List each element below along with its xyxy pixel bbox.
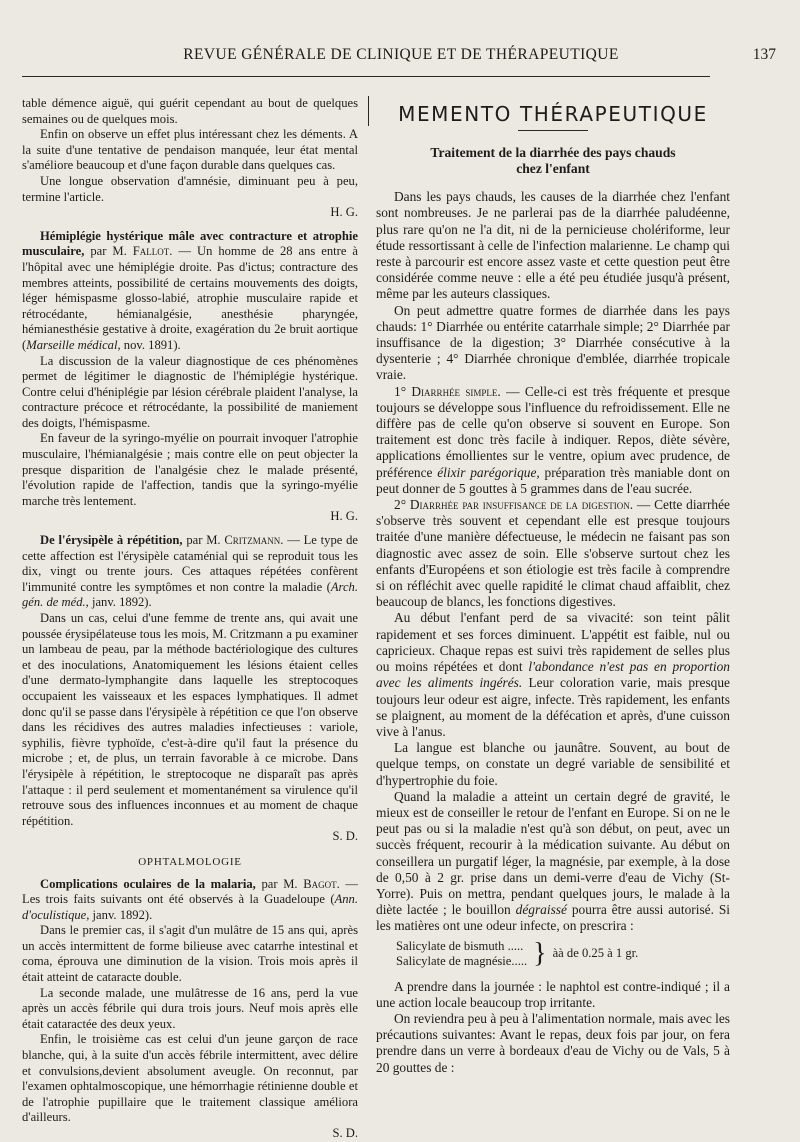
paragraph: Enfin on observe un effet plus intéressant chez les déments. A la suite d'une tentative de pendaison manquée, leur état mental s'améliore beaucoup et d'une façon durable dans quelques cas.: [22, 127, 358, 173]
paragraph: 2° Diarrhée par insuffisance de la digestion. — Cette diarrhée s'observe très souvent et cependant elle est presque toujours traitée d'une manière défectueuse, le médecin ne faisant pas son diagnostic avec assez de soin. Elle s'observe surtout chez les enfants d'Européens et son étiologie est très facile à comprendre si on réfléchit avec quelle rapidité le climat chaud affaiblit, chez beaucoup de blancs, les fonctions digestives.: [376, 497, 730, 610]
paragraph: Au début l'enfant perd de sa vivacité: son teint pâlit rapidement et ses forces diminuent. L'appétit est faible, nul ou capricieux. Chaque repas est suivi très rapidement de selles plus ou moins répétées et dont l'abondance n'est pas en proportion avec les aliments ingérés. Leur coloration varie, mais presque toujours leur odeur est aigre, infecte. Très rapidement, les enfants se plaignent, au moment de la défécation et après, d'une cuisson vive à l'anus.: [376, 610, 730, 739]
author-initials: H. G.: [330, 205, 358, 220]
paragraph: Quand la maladie a atteint un certain degré de gravité, le mieux est de conseiller le retour de l'enfant en Europe. Si on ne le peut pas ou si la maladie n'est qu'à son début, on peut, avec un succès fréquent, recourir à la médication suivante. Au début on conseillera un purgatif léger, la magnésie, par exemple, à la dose de 0,50 à 2 gr. prise dans un demi-verre d'eau de Vichy (St-Yorre). Puis on mettra, pendant quelques jours, le malade à la diète lactée ; le bouillon dégraissé pourra être aussi autorisé. Si les matières ont une odeur infecte, on prescrira :: [376, 788, 731, 934]
memento-heading: MEMENTO THÉRAPEUTIQUE: [398, 102, 708, 126]
header-rule: [22, 76, 710, 77]
drug-line: Salicylate de magnésie.....: [396, 953, 528, 968]
dose: àà de 0.25 à 1 gr.: [552, 946, 639, 961]
article-erysipele: De l'érysipèle à répétition, par M. Critzmann. — Le type de cette affection est l'érysipèle cataménial qui se reproduit tous les dix, vingt ou trente jours. Ces attaques répétées confèrent l'immunité contre les symptômes et non contre la maladie (Arch. gén. de méd., janv. 1892).: [22, 533, 359, 610]
subsection-label: 1° Diarrhée simple.: [394, 383, 501, 399]
page-number: 137: [752, 46, 776, 63]
paragraph: Enfin, le troisième cas est celui d'un jeune garçon de race blanche, qui, à la suite d'un accès fébrile intermittent, avec délire et convulsions,devient absolument aveugle. On reconnut, par l'examen ophtalmoscopique, une hémorrhagie rétinienne double et de l'atrophie pupillaire que le traitement classique améliora d'ailleurs.: [22, 1032, 358, 1125]
running-header: [20, 44, 782, 70]
article-title: De l'érysipèle à répétition,: [40, 533, 183, 548]
paragraph: Dans le premier cas, il s'agit d'un mulâtre de 15 ans qui, après un accès intermittent de forme bilieuse avec catarrhe intestinal et coma, éprouva une diminution de la vision. Trois mois après il était atteint de cataracte double.: [22, 923, 358, 985]
paragraph: La langue est blanche ou jaunâtre. Souvent, au bout de quelque temps, on constate un degré variable de sensibilité et d'hypertrophie du foie.: [376, 740, 730, 788]
article-title: Hémiplégie hystérique mâle avec contracture et atrophie musculaire,: [22, 228, 358, 259]
paragraph: La seconde malade, une mulâtresse de 16 ans, perd la vue après un accès fébrile qui dura trois jours. Neuf mois après elle était cataractée des deux yeux.: [22, 985, 358, 1031]
paragraph: La discussion de la valeur diagnostique de ces phénomènes permet de légitimer le diagnostic de l'hémiplégie hystérique. Contre celui d'héniplégie par lésion cérébrale plaident l'analyse, la contracture précoce et rétrocédante, la possibilité de maniement des doigts, l'hémispasme.: [22, 353, 358, 430]
paragraph: En faveur de la syringo-myélie on pourrait invoquer l'atrophie musculaire, l'hémianalgésie ; mais contre elle on peut objecter la presque disparition de l'analgésie chez le malade présenté, l'évolution rapide de l'affection, tandis que la syringo-myélie marche très lentement.: [22, 431, 358, 508]
paragraph: table démence aiguë, qui guérit cependant au bout de quelques semaines ou de quelques mois.: [22, 96, 358, 126]
drug-line: Salicylate de bismuth .....: [396, 938, 524, 953]
author-name: Bagot.: [303, 876, 340, 891]
source: Marseille médical,: [26, 337, 121, 352]
paragraph: On peut admettre quatre formes de diarrhée dans les pays chauds: 1° Diarrhée ou entérite catarrhale simple; 2° Diarrhée par insuffisance de la digestion; 3° Diarrhée consécutive à la dysenterie ; 4° Diarrhée chronique d'emblée, diarrhée tropicale vraie.: [376, 302, 730, 383]
author-name: Fallot.: [132, 244, 173, 259]
column-divider: [368, 96, 369, 126]
paragraph: Une longue observation d'amnésie, diminuant peu à peu, termine l'article.: [22, 173, 358, 204]
paragraph: 1° Diarrhée simple. — Celle-ci est très fréquente et presque toujours se développe sous l'influence du refroidissement. Elle ne diffère pas de celle qu'on observe si souvent en Europe. Son traitement est donc très facile à indiquer. Repos, diète sévère, applications émollientes sur le ventre, opium avec prudence, de préférence élixir parégorique, préparation très maniable dont on peut donner de 5 gouttes à 5 grammes dans de l'eau sucrée.: [376, 383, 730, 496]
author-name: Critzmann.: [224, 533, 284, 548]
brace: }: [533, 937, 547, 969]
article-subtitle: Traitement de la diarrhée des pays chauds chez l'enfant: [430, 145, 676, 177]
author-initials: S. D.: [332, 829, 358, 844]
prescription: [396, 939, 730, 969]
author-initials: S. D.: [332, 1126, 358, 1140]
article-hemiplegie: Hémiplégie hystérique mâle avec contracture et atrophie musculaire, par M. Fallot. — Un homme de 28 ans entre à l'hôpital avec une hémiplégie droite. Pas d'ictus; contracture des membres atteints, possibilité de certains mouvements des doigts, léger hémispasme glosso-labié, atrophie musculaire rapide et rétrocédante, hémianalgésie, anesthésie pharyngée, hémianesthésie gestative à droite, exagération du 2e bruit aortique (Marseille médical, nov. 1891).: [22, 228, 359, 352]
article-malaria: Complications oculaires de la malaria, par M. Bagot. — Les trois faits suivants ont été observés à la Guadeloupe (Ann. d'oculistique, janv. 1892).: [22, 876, 358, 922]
paragraph: Dans les pays chauds, les causes de la diarrhée chez l'enfant sont nombreuses. Je ne parlerai pas de la diarrhée paludéenne, plus rare qu'on ne l'a dit, ni de la pernicieuse cholériforme, leur étude ressortissant à celle de l'infection malarienne. Le champ qui reste à parcourir est encore assez vaste et cette question peut être considérée comme neuve : elle a été peu étudiée jusqu'à présent, même par les auteurs classiques.: [376, 189, 730, 302]
paragraph: Dans un cas, celui d'une femme de trente ans, qui avait une poussée érysipélateuse tous les mois, M. Critzmann a pu examiner un lambeau de peau, par la méthode bactériologique des cultures et des inoculations, Anatomiquement les lésions étaient celles d'une dermato-lymphangite dans laquelle les streptocoques occupaient les vaisseaux et les espaces lymphatiques. Il admet donc qu'il se passe dans l'érysipèle à répétition ce que l'on observe dans les récidives des autres maladies infectieuses : variole, syphilis, fièvre typhoïde, c'est-à-dire qu'il faut la présence du microbe ; et, de plus, un terrain favorable à ce microbe. Dans l'érysipèle à répétition, le streptocoque ne disparaît pas après l'attaque : il perd seulement et momentanément sa virulence qu'il retrouve sous des influences inconnues et au moment de chaque répétition.: [22, 611, 358, 828]
section-heading: OPHTALMOLOGIE: [138, 855, 242, 868]
author-initials: H. G.: [330, 509, 358, 524]
source: Arch. gén. de méd.,: [22, 579, 358, 610]
paragraph: A prendre dans la journée : le naphtol est contre-indiqué ; il a une action locale beaucoup trop irritante.: [376, 978, 730, 1010]
source: Ann. d'oculistique,: [22, 892, 358, 922]
paragraph: On reviendra peu à peu à l'alimentation normale, mais avec les précautions suivantes: Avant le repas, deux fois par jour, on fera prendre dans un verre à bordeaux d'eau de Vichy ou de Vals, 5 à 20 gouttes de :: [376, 1010, 730, 1075]
journal-title: REVUE GÉNÉRALE DE CLINIQUE ET DE THÉRAPEUTIQUE: [183, 46, 619, 63]
subsection-label: 2° Diarrhée par insuffisance de la digestion.: [394, 497, 634, 513]
article-title: Complications oculaires de la malaria,: [40, 876, 256, 891]
left-column: [22, 96, 358, 1142]
heading-rule: [518, 130, 588, 131]
right-column: [376, 96, 730, 1076]
